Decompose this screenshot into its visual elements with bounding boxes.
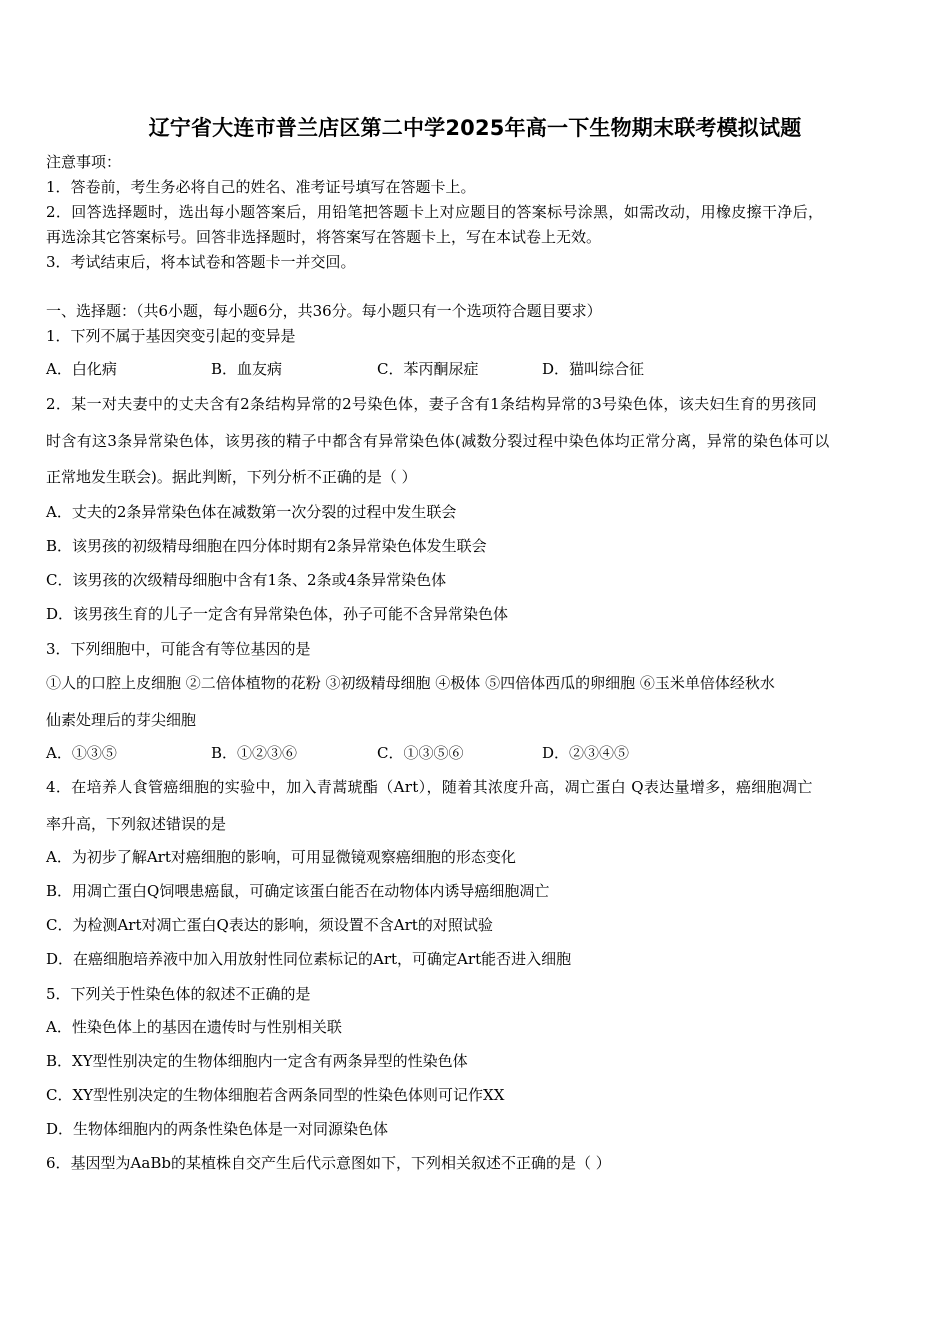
q2-stem-line-3: 正常地发生联会)。据此判断，下列分析不正确的是（ ） xyxy=(46,468,417,486)
notice-item-3: 3．考试结束后，将本试卷和答题卡一并交回。 xyxy=(46,253,356,271)
exam-title: 辽宁省大连市普兰店区第二中学2025年高一下生物期末联考模拟试题 xyxy=(148,116,802,140)
notice-heading: 注意事项： xyxy=(46,153,122,171)
q6-stem: 6．基因型为AaBb的某植株自交产生后代示意图如下，下列相关叙述不正确的是（ ） xyxy=(46,1154,611,1172)
q2-option-a: A．丈夫的2条异常染色体在减数第一次分裂的过程中发生联会 xyxy=(46,503,457,521)
q5-stem: 5．下列关于性染色体的叙述不正确的是 xyxy=(46,985,311,1003)
q3-option-c: C．①③⑤⑥ xyxy=(377,744,464,762)
q1-option-a: A．白化病 xyxy=(46,360,117,378)
notice-item-2-cont: 再选涂其它答案标号。回答非选择题时，将答案写在答题卡上，写在本试卷上无效。 xyxy=(46,228,602,246)
q2-option-d: D．该男孩生育的儿子一定含有异常染色体，孙子可能不含异常染色体 xyxy=(46,605,509,623)
q2-stem-line-2: 时含有这3条异常染色体，该男孩的精子中都含有异常染色体(减数分裂过程中染色体均正常分离，异常的染色体可以 xyxy=(46,432,830,450)
notice-item-1: 1．答卷前，考生务必将自己的姓名、准考证号填写在答题卡上。 xyxy=(46,178,476,196)
q5-option-b: B．XY型性别决定的生物体细胞内一定含有两条异型的性染色体 xyxy=(46,1052,468,1070)
q5-option-c: C．XY型性别决定的生物体细胞若含两条同型的性染色体则可记作XX xyxy=(46,1086,505,1104)
q3-option-b: B．①②③⑥ xyxy=(211,744,298,762)
q4-stem-line-2: 率升高，下列叙述错误的是 xyxy=(46,815,227,833)
q3-stem-line-3: 仙素处理后的芽尖细胞 xyxy=(46,711,197,729)
q3-stem-line-2: ①人的口腔上皮细胞 ②二倍体植物的花粉 ③初级精母细胞 ④极体 ⑤四倍体西瓜的卵细胞 ⑥玉米单倍体经秋水 xyxy=(46,674,775,692)
q4-option-c: C．为检测Art对凋亡蛋白Q表达的影响，须设置不含Art的对照试验 xyxy=(46,916,493,934)
q3-stem-line-1: 3．下列细胞中，可能含有等位基因的是 xyxy=(46,640,311,658)
q4-option-b: B．用凋亡蛋白Q饲喂患癌鼠，可确定该蛋白能否在动物体内诱导癌细胞凋亡 xyxy=(46,882,550,900)
q2-stem-line-1: 2．某一对夫妻中的丈夫含有2条结构异常的2号染色体，妻子含有1条结构异常的3号染色体，该夫妇生育的男孩同 xyxy=(46,395,817,413)
q1-option-c: C．苯丙酮尿症 xyxy=(377,360,479,378)
q3-option-a: A．①③⑤ xyxy=(46,744,117,762)
q4-stem-line-1: 4．在培养人食管癌细胞的实验中，加入青蒿琥酯（Art），随着其浓度升高，凋亡蛋白 Q表达量增多，癌细胞凋亡 xyxy=(46,778,813,796)
q5-option-d: D．生物体细胞内的两条性染色体是一对同源染色体 xyxy=(46,1120,389,1138)
notice-item-2: 2．回答选择题时，选出每小题答案后，用铅笔把答题卡上对应题目的答案标号涂黑，如需改动，用橡皮擦干净后， xyxy=(46,203,824,221)
q4-option-a: A．为初步了解Art对癌细胞的影响，可用显微镜观察癌细胞的形态变化 xyxy=(46,848,516,866)
q2-option-c: C．该男孩的次级精母细胞中含有1条、2条或4条异常染色体 xyxy=(46,571,447,589)
q1-stem: 1．下列不属于基因突变引起的变异是 xyxy=(46,327,296,345)
q4-option-d: D．在癌细胞培养液中加入用放射性同位素标记的Art，可确定Art能否进入细胞 xyxy=(46,950,572,968)
q2-option-b: B．该男孩的初级精母细胞在四分体时期有2条异常染色体发生联会 xyxy=(46,537,487,555)
q1-option-d: D．猫叫综合征 xyxy=(542,360,645,378)
q1-option-b: B．血友病 xyxy=(211,360,283,378)
section-heading: 一、选择题：（共6小题，每小题6分，共36分。每小题只有一个选项符合题目要求） xyxy=(46,302,602,320)
q5-option-a: A．性染色体上的基因在遗传时与性别相关联 xyxy=(46,1018,342,1036)
q3-option-d: D．②③④⑤ xyxy=(542,744,630,762)
